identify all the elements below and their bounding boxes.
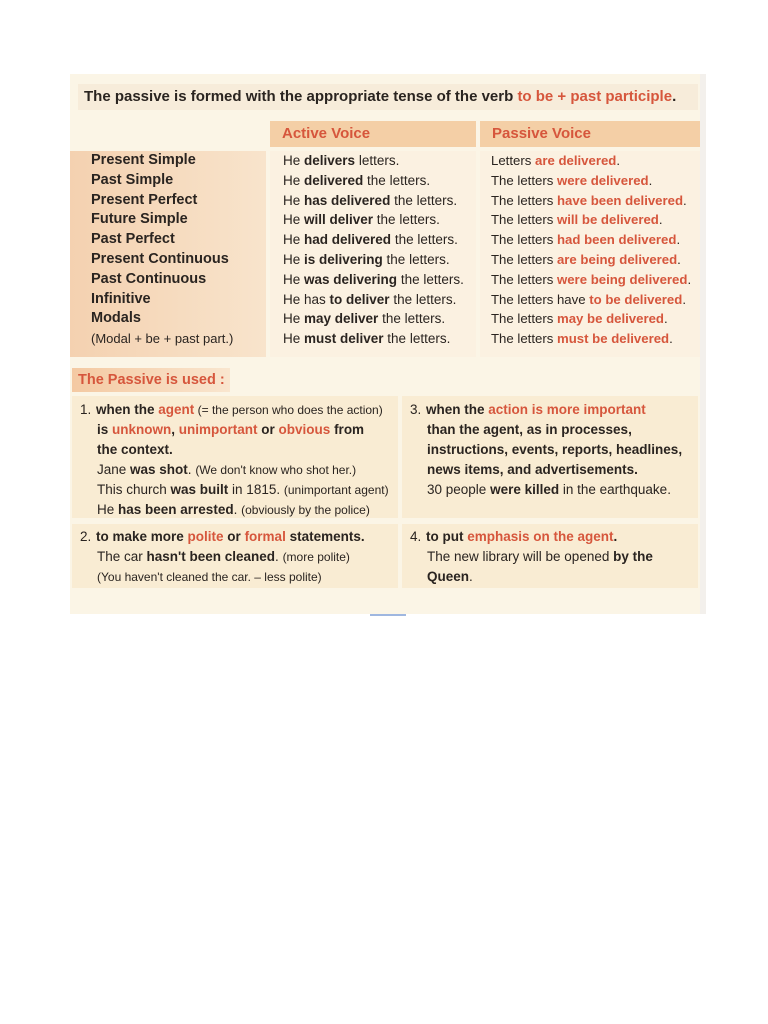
tense-column (70, 151, 266, 357)
tense-label: Future Simple (91, 211, 188, 228)
text-segment: the letters. (373, 212, 440, 228)
text-segment: He (283, 192, 305, 208)
text-segment: This church (97, 482, 171, 497)
text-segment: was built (170, 482, 229, 497)
use-line (410, 547, 698, 567)
text-segment: the letters. (382, 251, 450, 267)
text-segment: The letters (491, 311, 557, 327)
text-segment: may be delivered (556, 311, 664, 327)
use-number: 3. (410, 402, 422, 417)
use-line (410, 567, 698, 587)
active-example (270, 230, 476, 250)
text-segment: when the (96, 402, 159, 417)
text-segment: (unimportant agent) (283, 483, 389, 497)
page-title: The passive is formed with the appropriate tense of the verb to be + past participle. (78, 84, 698, 110)
text-segment: He (283, 172, 305, 188)
text-segment: The letters (491, 271, 557, 287)
text-segment: The letters (491, 192, 557, 208)
tense-label: Modals (91, 310, 141, 327)
text-segment: was shot (130, 462, 188, 477)
text-segment: He (283, 331, 305, 347)
text-segment: (We don't know who shot her.) (195, 463, 357, 477)
tense-label: Past Simple (91, 171, 174, 188)
text-segment: The new library will be opened (427, 549, 614, 564)
text-segment: statements. (285, 529, 365, 544)
text-segment: . (469, 569, 473, 584)
text-segment: must deliver (304, 331, 384, 347)
passive-example (480, 309, 700, 329)
active-column (270, 151, 476, 357)
use-box-4 (402, 524, 698, 588)
text-segment: . (669, 331, 673, 347)
text-segment: . (233, 502, 242, 517)
use-number: 2. (80, 529, 92, 544)
use-number: 4. (410, 529, 422, 544)
text-segment: the letters. (383, 331, 451, 347)
use-box-1 (72, 396, 398, 518)
active-example (270, 171, 476, 191)
passive-example (480, 250, 700, 270)
text-segment: . (658, 212, 663, 228)
text-segment: the letters. (397, 271, 464, 287)
use-line (80, 420, 398, 440)
text-segment: (You haven't cleaned the car. – less polite) (97, 570, 322, 584)
tense-label: Infinitive (91, 290, 151, 307)
text-segment: news items, and advertisements. (427, 462, 638, 477)
use-box-2 (72, 524, 398, 588)
use-box-3 (402, 396, 698, 518)
text-segment: in 1815. (228, 482, 284, 497)
text-segment: The letters (491, 212, 557, 228)
text-segment: The letters (491, 331, 557, 347)
use-line (80, 500, 398, 520)
text-segment: He (97, 502, 119, 517)
active-voice-header: Active Voice (270, 121, 476, 147)
text-segment: He (283, 251, 305, 267)
text-segment: . (683, 192, 687, 208)
tense-label: Past Continuous (91, 270, 207, 287)
passive-example (480, 290, 700, 310)
text-segment: The letters (491, 251, 557, 267)
use-line (80, 527, 398, 547)
passive-example (480, 191, 700, 211)
use-line (80, 400, 398, 420)
passive-example (480, 230, 700, 250)
text-segment: (= the person who does the action) (194, 403, 383, 417)
text-segment: Jane (97, 462, 131, 477)
text-segment: . (677, 251, 681, 267)
text-segment: The letters (491, 232, 557, 248)
passive-example (480, 210, 700, 230)
text-segment: . (275, 549, 283, 564)
text-segment: will be delivered (556, 212, 659, 228)
active-example (270, 270, 476, 290)
active-example (270, 151, 476, 171)
use-line (80, 460, 398, 480)
text-segment: in the earthquake. (559, 482, 671, 497)
text-segment: has been arrested (118, 502, 234, 517)
text-segment: He (283, 271, 305, 287)
text-segment: is (97, 422, 113, 437)
text-segment: the letters. (391, 232, 458, 248)
text-segment: have been delivered (556, 192, 684, 208)
text-segment: He has (283, 291, 330, 307)
active-example (270, 210, 476, 230)
text-segment: He (283, 153, 305, 168)
text-segment: the letters. (390, 192, 458, 208)
text-segment: 30 people (427, 482, 491, 497)
text-segment: obvious (278, 422, 331, 437)
active-example (270, 329, 476, 349)
use-number: 1. (80, 402, 92, 417)
passive-example (480, 151, 700, 171)
text-segment: (more polite) (282, 550, 350, 564)
text-segment: the letters. (389, 291, 457, 307)
text-segment: was delivering (304, 271, 398, 287)
text-segment: to put (426, 529, 468, 544)
text-segment: were killed (490, 482, 560, 497)
text-segment: . (682, 291, 686, 307)
use-line (80, 480, 398, 500)
text-segment: He (283, 311, 305, 327)
text-segment: the letters. (363, 172, 431, 188)
tense-label: (Modal + be + past part.) (91, 331, 234, 347)
passive-column (480, 151, 700, 357)
text-segment: agent (158, 402, 195, 417)
text-segment: or (257, 422, 279, 437)
text-segment: to be delivered (589, 291, 683, 307)
text-segment: is delivering (304, 251, 383, 267)
text-segment: when the (426, 402, 489, 417)
text-segment: . (613, 529, 618, 544)
text-segment: by the (613, 549, 653, 564)
text-segment: had been delivered (556, 232, 677, 248)
text-segment: He (283, 232, 305, 248)
grammar-sheet (70, 74, 706, 614)
use-line (410, 480, 698, 500)
text-segment: The car (97, 549, 147, 564)
text-segment: were delivered (556, 172, 649, 188)
tense-label: Present Perfect (91, 191, 198, 208)
tense-label: Past Perfect (91, 231, 175, 248)
text-segment: will deliver (304, 212, 374, 228)
text-segment: The letters (491, 172, 557, 188)
active-example (270, 191, 476, 211)
title-highlight: to be + past participle (517, 88, 673, 105)
passive-used-header: The Passive is used : (72, 368, 230, 392)
text-segment: are delivered (534, 153, 617, 168)
text-segment: The letters have (491, 291, 590, 307)
active-example (270, 250, 476, 270)
text-segment: . (648, 172, 653, 188)
text-segment: than the agent, as in processes, (427, 422, 632, 437)
text-segment: Letters (491, 153, 535, 168)
tense-label: Present Continuous (91, 250, 229, 267)
active-example (270, 309, 476, 329)
text-segment: instructions, events, reports, headlines, (427, 442, 683, 457)
text-segment: , (171, 422, 179, 437)
use-line (410, 420, 698, 440)
text-segment: the context. (97, 442, 173, 457)
text-segment: Queen (427, 569, 470, 584)
passive-voice-header: Passive Voice (480, 121, 700, 147)
text-segment: or (223, 529, 245, 544)
text-segment: letters. (355, 153, 400, 168)
text-segment: may deliver (304, 311, 379, 327)
text-segment: had delivered (304, 232, 392, 248)
text-segment: the letters. (378, 311, 446, 327)
text-segment: He (283, 212, 305, 228)
text-segment: . (687, 271, 692, 287)
use-line (80, 440, 398, 460)
use-line (410, 440, 698, 460)
text-segment: . (664, 311, 668, 327)
text-segment: action is more important (488, 402, 646, 417)
text-segment: formal (244, 529, 286, 544)
text-segment: polite (187, 529, 224, 544)
use-line (80, 547, 398, 567)
use-line (80, 567, 398, 587)
text-segment: has delivered (304, 192, 391, 208)
text-segment: must be delivered (556, 331, 670, 347)
text-segment: unknown (112, 422, 172, 437)
text-segment: delivered (304, 172, 364, 188)
text-segment: unimportant (178, 422, 258, 437)
active-example (270, 290, 476, 310)
use-line (410, 460, 698, 480)
text-segment: are being delivered (556, 251, 678, 267)
text-segment: (obviously by the police) (241, 503, 370, 517)
use-line (410, 400, 698, 420)
use-line (410, 527, 698, 547)
text-segment: to deliver (329, 291, 390, 307)
text-segment: to make more (96, 529, 188, 544)
text-segment: hasn't been cleaned (146, 549, 276, 564)
text-segment: . (676, 232, 681, 248)
page-marker (370, 614, 406, 616)
text-segment: were being delivered (556, 271, 688, 287)
text-segment: from (330, 422, 365, 437)
page-edge-shadow (700, 74, 706, 614)
text-segment: emphasis on the agent (467, 529, 614, 544)
passive-example (480, 171, 700, 191)
text-segment: delivers (304, 153, 356, 168)
passive-example (480, 329, 700, 349)
tense-label: Present Simple (91, 152, 196, 168)
text-segment: . (616, 153, 621, 168)
passive-example (480, 270, 700, 290)
text-segment: . (187, 462, 196, 477)
